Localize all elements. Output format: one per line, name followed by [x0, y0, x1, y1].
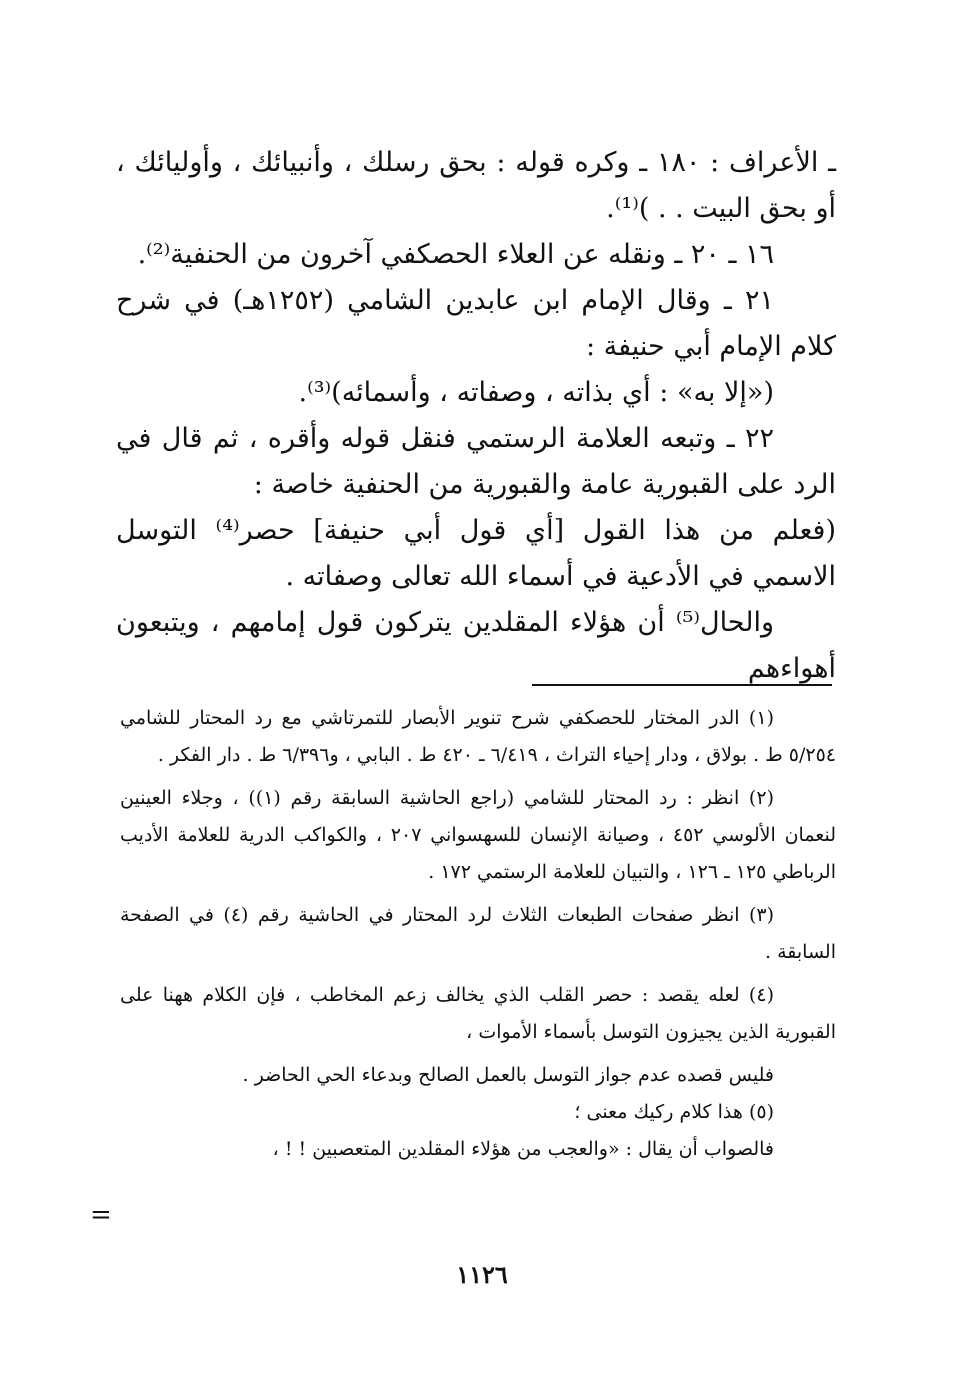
page-number: ١١٢٦: [456, 1260, 508, 1289]
footnote-4-continuation: فليس قصده عدم جواز التوسل بالعمل الصالح وبدعاء الحي الحاضر .: [242, 1064, 774, 1086]
paragraph-2: ١٦ ـ ٢٠ ـ ونقله عن العلاء الحصكفي آخرون من الحنفية⁽²⁾.: [137, 239, 774, 270]
paragraph-6: (فعلم من هذا القول [أي قول أبي حنيفة] حصر⁽⁴⁾ التوسل الاسمي في الأدعية في أسماء الله تعالى وصفاته .: [116, 515, 836, 592]
paragraph-1: ـ الأعراف : ١٨٠ ـ وكره قوله : بحق رسلك ، وأنبيائك ، وأوليائك ، أو بحق البيت . . )⁽¹⁾.: [116, 147, 836, 224]
paragraph-3: ٢١ ـ وقال الإمام ابن عابدين الشامي (١٢٥٢هـ) في شرح كلام الإمام أبي حنيفة :: [116, 285, 836, 362]
footnote-3: (٣) انظر صفحات الطبعات الثلاث لرد المحتار في الحاشية رقم (٤) في الصفحة السابقة .: [120, 904, 836, 963]
continuation-mark: =: [90, 1200, 112, 1230]
footnote-1: (١) الدر المختار للحصكفي شرح تنوير الأبصار للتمرتاشي مع رد المحتار للشامي ٥/٢٥٤ ط . بولاق ، ودار إحياء التراث ، ٦/٤١٩ ـ ٤٢٠ ط . البابي ، و٦/٣٩٦ ط . دار الفكر .: [120, 707, 836, 766]
footnote-4: (٤) لعله يقصد : حصر القلب الذي يخالف زعم المخاطب ، فإن الكلام ههنا على القبورية الذين يجيزون التوسل بأسماء الأموات ،: [120, 984, 836, 1043]
footnotes: [120, 700, 836, 1168]
footnote-5-continuation: فالصواب أن يقال : «والعجب من هؤلاء المقلدين المتعصبين ! ! ،: [272, 1138, 774, 1160]
paragraph-7: والحال⁽⁵⁾ أن هؤلاء المقلدين يتركون قول إمامهم ، ويتبعون أهواءهم: [116, 607, 836, 684]
paragraph-4: («إلا به» : أي بذاته ، وصفاته ، وأسمائه)⁽³⁾.: [298, 377, 774, 408]
footnote-separator: [532, 684, 832, 686]
paragraph-5: ٢٢ ـ وتبعه العلامة الرستمي فنقل قوله وأقره ، ثم قال في الرد على القبورية عامة والقبورية من الحنفية خاصة :: [116, 423, 836, 500]
footnote-2: (٢) انظر : رد المحتار للشامي (راجع الحاشية السابقة رقم (١)) ، وجلاء العينين لنعمان الألوسي ٤٥٢ ، وصيانة الإنسان للسهسواني ٢٠٧ ، والكواكب الدرية للعلامة الأديب الرباطي ١٢٥ ـ ١٢٦ ، والتبيان للعلامة الرستمي ١٧٢ .: [120, 787, 836, 883]
main-text: [116, 140, 836, 692]
footnote-5: (٥) هذا كلام ركيك معنى ؛: [574, 1101, 774, 1123]
